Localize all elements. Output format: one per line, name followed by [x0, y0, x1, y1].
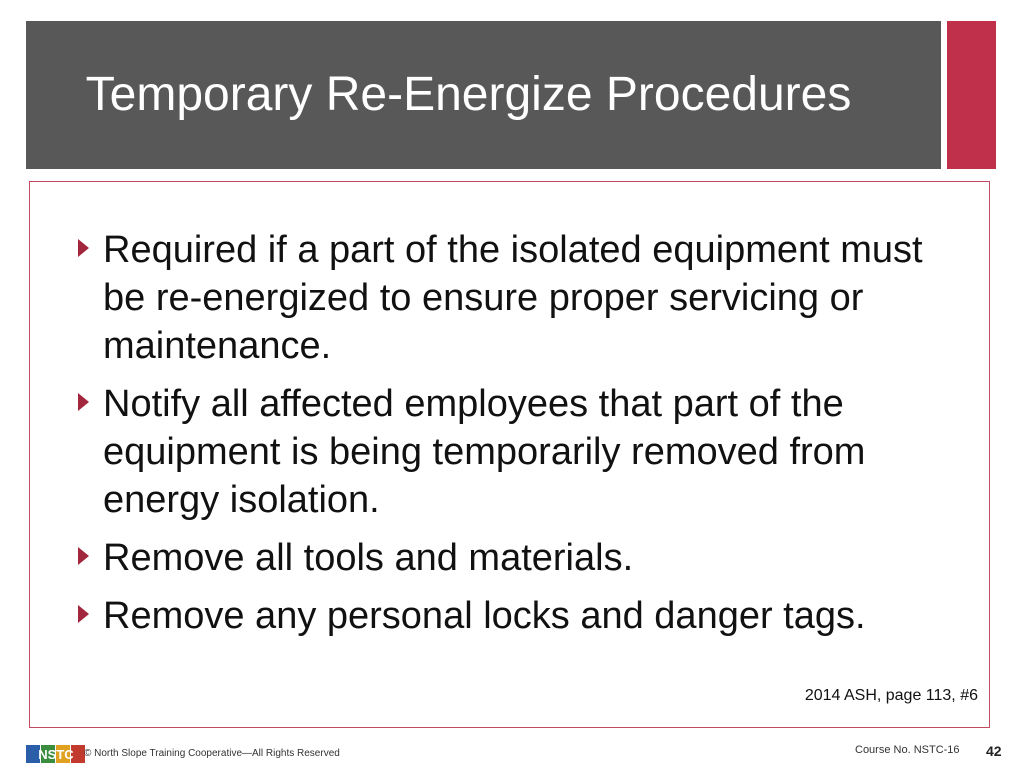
triangle-right-icon — [78, 239, 89, 257]
bullet-item — [76, 380, 946, 524]
bullet-text: Notify all affected employees that part of the equipment is being temporarily removed from energy isolation. — [103, 383, 866, 521]
bullet-text: Remove any personal locks and danger tags. — [103, 595, 866, 637]
bullet-list — [76, 226, 946, 650]
slide-number: 42 — [986, 743, 1002, 759]
triangle-right-icon — [78, 393, 89, 411]
content-box — [29, 181, 990, 728]
citation: 2014 ASH, page 113, #6 — [804, 687, 978, 704]
slide-title: Temporary Re-Energize Procedures — [85, 68, 852, 121]
title-bar — [26, 21, 941, 169]
footer-copyright: © North Slope Training Cooperative—All Rights Reserved — [84, 748, 340, 759]
footer-course-number: Course No. NSTC-16 — [855, 744, 960, 756]
triangle-right-icon — [78, 605, 89, 623]
nstc-logo-icon — [26, 743, 86, 765]
bullet-item — [76, 226, 946, 370]
bullet-item — [76, 592, 946, 640]
logo-text: NSTC — [38, 747, 74, 762]
bullet-text: Remove all tools and materials. — [103, 537, 634, 579]
bullet-text: Required if a part of the isolated equipment must be re-energized to ensure proper servicing or maintenance. — [103, 229, 923, 367]
bullet-item — [76, 534, 946, 582]
triangle-right-icon — [78, 547, 89, 565]
accent-bar — [947, 21, 996, 169]
